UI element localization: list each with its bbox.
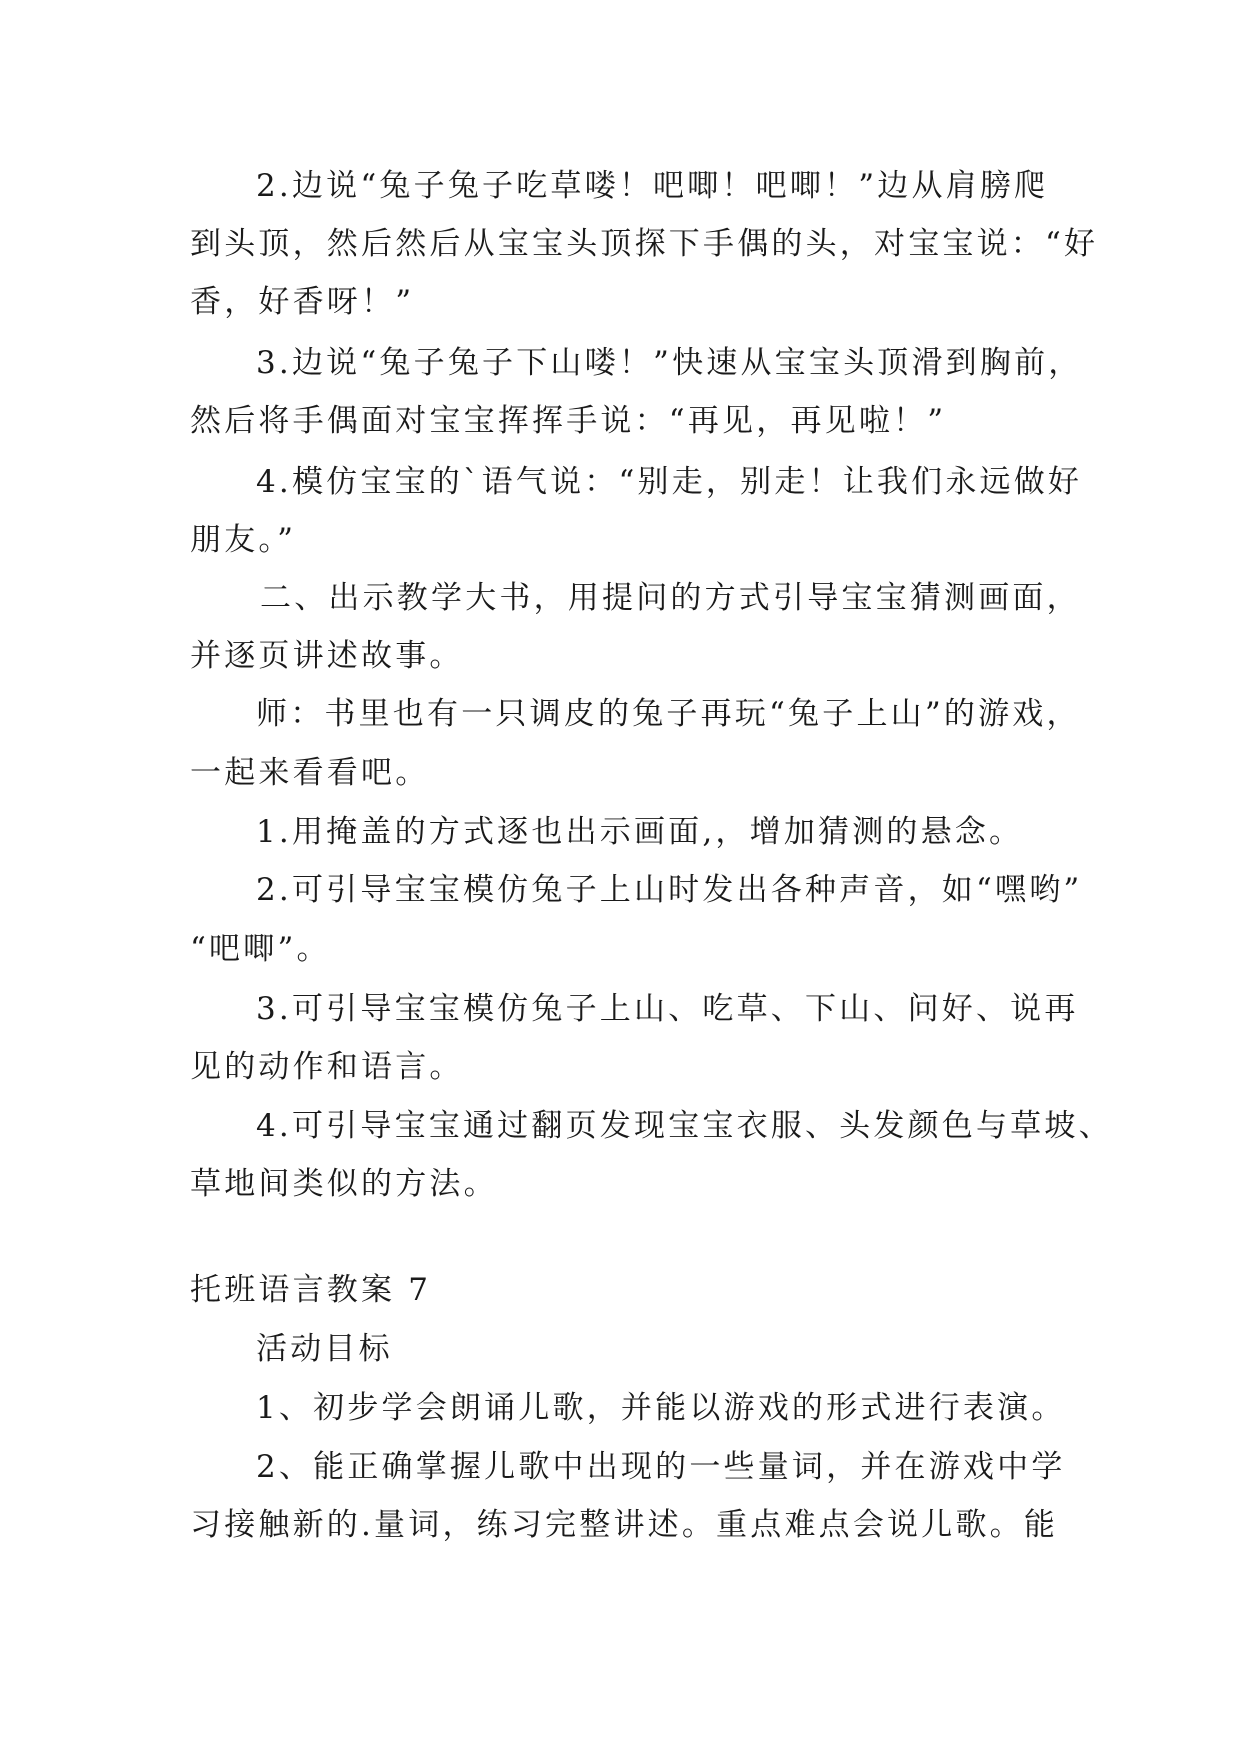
text-line: 并逐页讲述故事。 xyxy=(190,638,464,674)
text-line: 2、能正确掌握儿歌中出现的一些量词，并在游戏中学 xyxy=(256,1449,1066,1485)
text-line: 一起来看看吧。 xyxy=(190,755,430,791)
text-line: 1.用掩盖的方式逐也出示画面,，增加猜测的悬念。 xyxy=(256,814,1024,850)
text-line: 3.可引导宝宝模仿兔子上山、吃草、下山、问好、说再 xyxy=(256,991,1079,1027)
text-line: “吧唧”。 xyxy=(190,931,331,967)
text-line: 2.可引导宝宝模仿兔子上山时发出各种声音，如“嘿哟” xyxy=(256,872,1083,908)
text-line: 2.边说“兔子兔子吃草喽！吧唧！吧唧！”边从肩膀爬 xyxy=(256,168,1049,204)
text-line: 然后将手偶面对宝宝挥挥手说：“再见，再见啦！” xyxy=(190,403,947,439)
section-heading: 二、出示教学大书，用提问的方式引导宝宝猜测画面， xyxy=(260,580,1081,616)
text-line: 1、初步学会朗诵儿歌，并能以游戏的形式进行表演。 xyxy=(256,1390,1066,1426)
text-line: 香，好香呀！” xyxy=(190,284,415,320)
subheading: 活动目标 xyxy=(256,1331,393,1367)
text-line: 习接触新的.量词，练习完整讲述。重点难点会说儿歌。能 xyxy=(190,1507,1059,1543)
text-line: 师：书里也有一只调皮的兔子再玩“兔子上山”的游戏， xyxy=(256,696,1081,732)
text-line: 草地间类似的方法。 xyxy=(190,1166,498,1202)
text-line: 到头顶，然后然后从宝宝头顶探下手偶的头，对宝宝说：“好 xyxy=(190,226,1099,262)
text-line: 朋友。” xyxy=(190,522,297,558)
text-line: 3.边说“兔子兔子下山喽！”快速从宝宝头顶滑到胸前， xyxy=(256,345,1083,381)
document-title: 托班语言教案 7 xyxy=(190,1272,432,1308)
text-line: 4.可引导宝宝通过翻页发现宝宝衣服、头发颜色与草坡、 xyxy=(256,1108,1113,1144)
text-line: 见的动作和语言。 xyxy=(190,1049,464,1085)
text-line: 4.模仿宝宝的`语气说：“别走，别走！让我们永远做好 xyxy=(256,464,1083,500)
